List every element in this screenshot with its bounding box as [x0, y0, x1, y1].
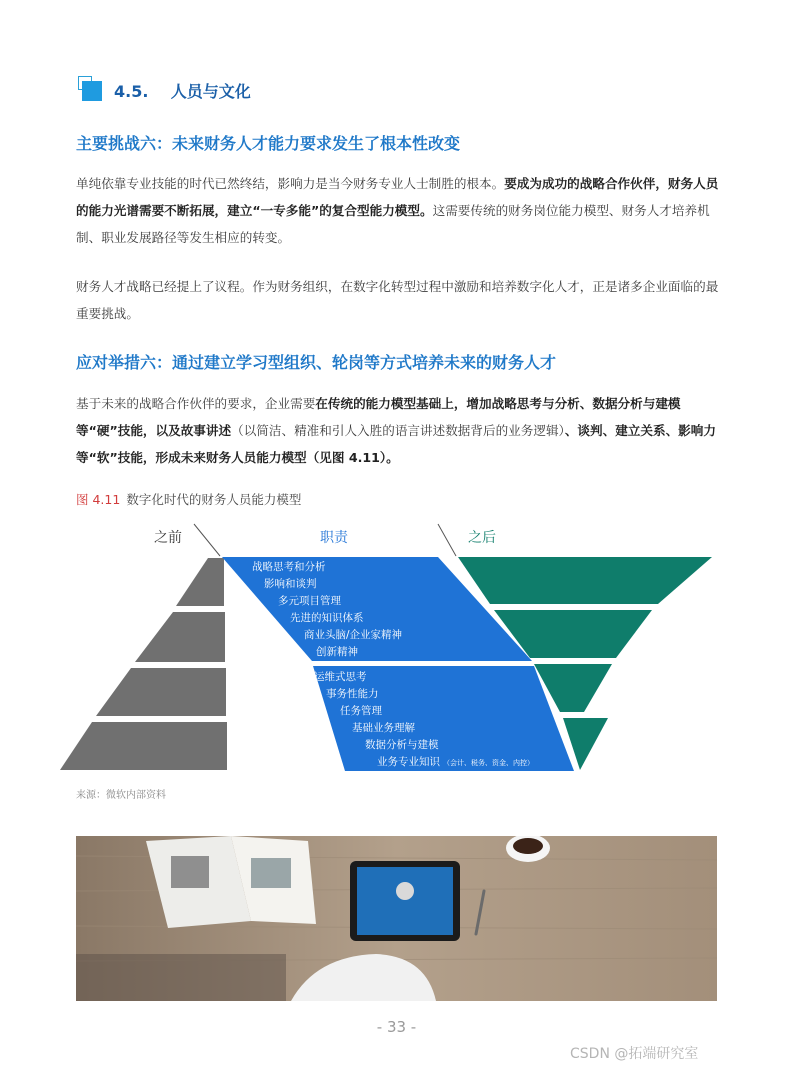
capability-model-diagram [60, 516, 740, 786]
paragraph-2: 财务人才战略已经提上了议程。作为财务组织，在数字化转型过程中激励和培养数字化人才，正是诸多企业面临的最重要挑战。 [76, 279, 719, 321]
user-avatar-icon [396, 882, 414, 900]
para3-bold-1: 在传统的能力模型基础上，增加战略思考与分析、数据分析与建模等“硬”技能，以及故事讲述 [76, 396, 681, 438]
response-heading: 应对举措六：通过建立学习型组织、轮岗等方式培养未来的财务人才 [76, 353, 557, 372]
desk-photo-illustration [76, 836, 717, 1001]
upper-item-3: 多元项目管理 [278, 595, 341, 607]
figure-title: 数字化时代的财务人员能力模型 [126, 492, 302, 507]
after-label: 之后 [468, 530, 496, 546]
figure-caption [76, 490, 301, 508]
source-note: 来源：微软内部资料 [76, 790, 166, 801]
lower-item-5: 数据分析与建模 [365, 739, 439, 751]
divider-line-right [438, 524, 456, 556]
heading-square-icon [82, 81, 102, 101]
para3-text-2: （以简洁、精准和引人入胜的语言讲述数据背后的业务逻辑） [231, 423, 565, 438]
para1-bold-1: 要成为成功的战略合作伙伴，财务人员的能力光谱需要不断拓展，建立“一专多能”的复合型能力模型。 [76, 176, 719, 218]
paragraph-1 [76, 170, 721, 251]
book-photo-2 [251, 858, 291, 888]
figure-number: 图 4.11 [76, 492, 121, 507]
upper-item-5: 商业头脑/企业家精神 [304, 629, 403, 641]
book-photo-1 [171, 856, 209, 888]
desk-photo [76, 836, 717, 1001]
before-level-4 [60, 722, 227, 770]
para3-text-1: 基于未来的战略合作伙伴的要求，企业需要 [76, 396, 316, 411]
para1-text-1: 单纯依靠专业技能的时代已然终结，影响力是当今财务专业人士制胜的根本。 [76, 176, 505, 191]
lower-item-1: 运维式思考 [314, 671, 367, 683]
section-title-text: 人员与文化 [170, 82, 251, 101]
duties-label: 职责 [320, 530, 348, 546]
challenge-heading: 主要挑战六：未来财务人才能力要求发生了根本性改变 [76, 134, 461, 153]
floor-shadow [76, 954, 286, 1001]
section-number: 4.5. [114, 82, 149, 101]
after-level-1 [458, 557, 712, 604]
upper-item-4: 先进的知识体系 [290, 612, 364, 624]
section-title [114, 79, 251, 102]
watermark: CSDN @拓端研究室 [570, 1046, 699, 1062]
coffee [513, 838, 543, 854]
para1-text-2: 这需要传统的财务岗位能力模型、财务人才培养机制、职业发展路径等发生相应的转变。 [76, 203, 710, 245]
lower-item-3: 任务管理 [340, 705, 382, 717]
lower-item-note: （会计、税务、资金、内控） [443, 759, 534, 767]
paragraph-3 [76, 390, 721, 471]
para3-bold-2: 、谈判、建立关系、影响力等“软”技能，形成未来财务人员能力模型（见图 4.11）。 [76, 423, 716, 465]
tablet-screen [357, 867, 453, 935]
upper-item-1: 战略思考和分析 [252, 561, 326, 573]
lower-item-2: 事务性能力 [326, 688, 379, 700]
divider-line-left [194, 524, 220, 556]
before-pyramid [60, 558, 227, 770]
before-label: 之前 [154, 530, 182, 546]
lower-item-4: 基础业务理解 [352, 722, 415, 734]
upper-item-6: 创新精神 [316, 646, 358, 658]
page-number: - 33 - [376, 1018, 417, 1036]
upper-item-2: 影响和谈判 [264, 578, 317, 590]
before-level-3 [96, 668, 226, 716]
lower-item-6: 业务专业知识 [377, 756, 440, 768]
section-heading [78, 76, 478, 104]
